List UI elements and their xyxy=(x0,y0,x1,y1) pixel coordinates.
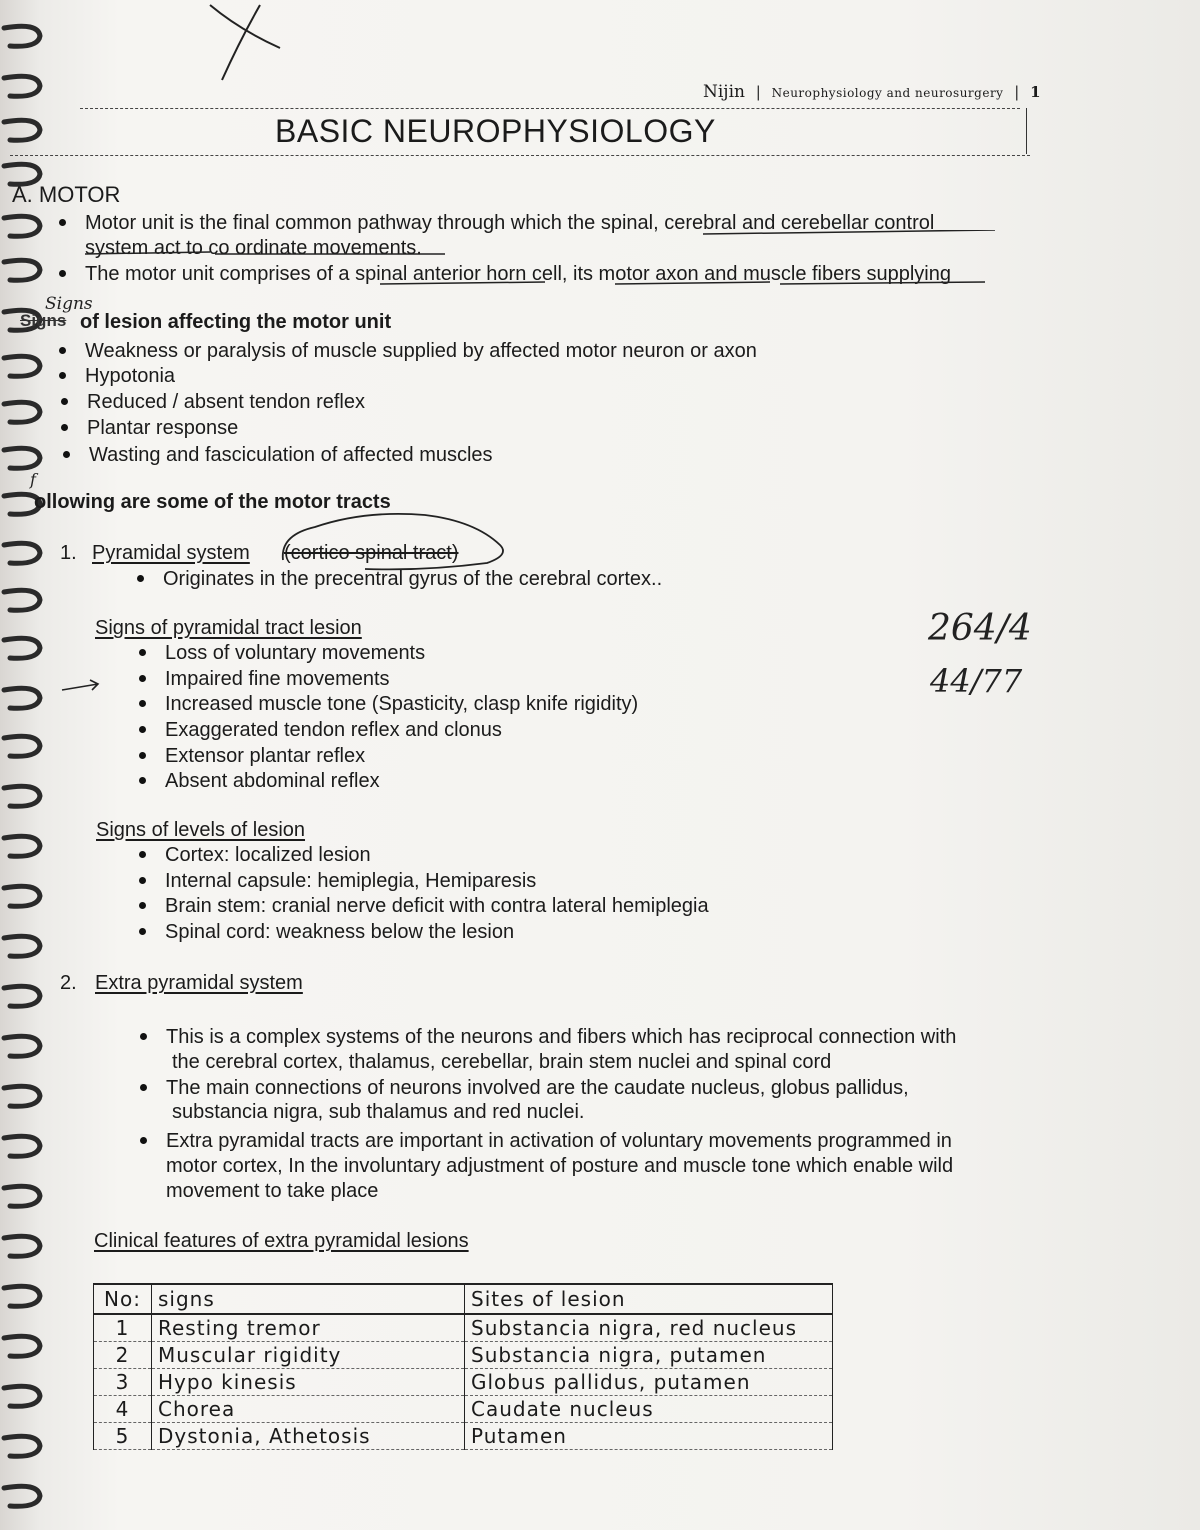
spiral-binding-icon xyxy=(0,0,60,1530)
lesion-item: Wasting and fasciculation of affected muscles xyxy=(89,444,493,466)
table-row xyxy=(94,1369,833,1396)
handwritten-number-2: 44/77 xyxy=(930,662,1023,700)
table-cell-sign: Chorea xyxy=(152,1396,465,1423)
table-cell-sign: Muscular rigidity xyxy=(152,1342,465,1369)
lesion-item: Reduced / absent tendon reflex xyxy=(87,391,365,413)
extra-bullet-1-cont: the cerebral cortex, thalamus, cerebellar, brain stem nuclei and spinal cord xyxy=(172,1051,832,1073)
extra-title: Extra pyramidal system xyxy=(95,972,303,994)
page-header: Nijin | Neurophysiology and neurosurgery | 1 xyxy=(703,82,1041,102)
table-cell-no: 3 xyxy=(94,1369,152,1396)
table-row xyxy=(94,1342,833,1369)
table-cell-site: Globus pallidus, putamen xyxy=(465,1369,833,1396)
pyramidal-title: Pyramidal system xyxy=(92,542,250,564)
tracts-heading: ollowing are some of the motor tracts xyxy=(34,491,391,513)
table-cell-sign: Resting tremor xyxy=(152,1314,465,1342)
pyramidal-sign-item: Loss of voluntary movements xyxy=(165,642,426,664)
levels-item: Brain stem: cranial nerve deficit with contra lateral hemiplegia xyxy=(165,895,709,917)
levels-heading: Signs of levels of lesion xyxy=(96,819,306,841)
table-header-row xyxy=(94,1284,833,1314)
handwritten-number-1: 264/4 xyxy=(928,608,1032,649)
table-row xyxy=(94,1396,833,1423)
table-cell-site: Substancia nigra, red nucleus xyxy=(465,1314,833,1342)
pyramidal-number: 1. xyxy=(60,542,77,564)
table-cell-site: Substancia nigra, putamen xyxy=(465,1342,833,1369)
handwritten-signs-note: Signs xyxy=(45,294,93,314)
pyramidal-sign-item: Absent abdominal reflex xyxy=(165,770,380,792)
motor-unit-bullet-1: Motor unit is the final common pathway through which the spinal, cerebral and cerebellar control xyxy=(85,212,935,234)
extra-bullet-1: This is a complex systems of the neurons and fibers which has reciprocal connection with xyxy=(166,1026,957,1048)
table-header-cell: signs xyxy=(152,1284,465,1314)
table-header-cell: Sites of lesion xyxy=(465,1284,833,1314)
pyramidal-sign-item: Exaggerated tendon reflex and clonus xyxy=(165,719,502,741)
pyramidal-sign-item: Impaired fine movements xyxy=(165,668,390,690)
table-cell-site: Putamen xyxy=(465,1423,833,1450)
lesion-item: Weakness or paralysis of muscle supplied by affected motor neuron or axon xyxy=(85,340,757,362)
extra-bullet-2: The main connections of neurons involved are the caudate nucleus, globus pallidus, xyxy=(166,1077,909,1099)
extra-bullet-3: Extra pyramidal tracts are important in activation of voluntary movements programmed in xyxy=(166,1130,952,1152)
motor-unit-bullet-1-cont: system act to co ordinate movements. xyxy=(85,237,422,259)
table-row xyxy=(94,1423,833,1450)
title-box-edge xyxy=(1026,108,1027,154)
table-cell-no: 2 xyxy=(94,1342,152,1369)
pyramidal-signs-heading: Signs of pyramidal tract lesion xyxy=(95,617,362,639)
header-subject: Neurophysiology and neurosurgery xyxy=(771,86,1004,100)
lesion-struck-word: Signs xyxy=(20,311,67,330)
header-divider-bottom xyxy=(10,155,1030,156)
pyramidal-subtitle: (cortico spinal tract) xyxy=(284,542,459,564)
pyramidal-sign-item: Extensor plantar reflex xyxy=(165,745,366,767)
handwritten-f-note: f xyxy=(30,470,36,489)
table-cell-sign: Dystonia, Athetosis xyxy=(152,1423,465,1450)
levels-item: Internal capsule: hemiplegia, Hemiparesis xyxy=(165,870,537,892)
levels-item: Spinal cord: weakness below the lesion xyxy=(165,921,515,943)
extra-number: 2. xyxy=(60,972,77,994)
handwritten-cross-icon xyxy=(200,0,290,85)
lesion-heading: of lesion affecting the motor unit xyxy=(80,311,392,333)
motor-unit-bullet-2: The motor unit comprises of a spinal anterior horn cell, its motor axon and muscle fibers supplying xyxy=(85,263,951,285)
table-row xyxy=(94,1314,833,1342)
clinical-heading: Clinical features of extra pyramidal lesions xyxy=(94,1230,469,1252)
page-title: BASIC NEUROPHYSIOLOGY xyxy=(275,113,716,149)
header-page-number: 1 xyxy=(1030,83,1041,101)
table-cell-no: 1 xyxy=(94,1314,152,1342)
extra-bullet-3-cont: movement to take place xyxy=(166,1180,379,1202)
table-header-cell: No: xyxy=(94,1284,152,1314)
extra-bullet-3-cont: motor cortex, In the involuntary adjustment of posture and muscle tone which enable wild xyxy=(166,1155,954,1177)
table-cell-no: 4 xyxy=(94,1396,152,1423)
pen-circle-annotation-icon xyxy=(275,505,525,575)
section-a-heading: A. MOTOR xyxy=(12,182,121,207)
table-cell-site: Caudate nucleus xyxy=(465,1396,833,1423)
header-author: Nijin xyxy=(703,82,745,102)
lesion-item: Plantar response xyxy=(87,417,239,439)
table-cell-sign: Hypo kinesis xyxy=(152,1369,465,1396)
pyramidal-sign-item: Increased muscle tone (Spasticity, clasp knife rigidity) xyxy=(165,693,639,715)
levels-item: Cortex: localized lesion xyxy=(165,844,371,866)
pyramidal-origin: Originates in the precentral gyrus of the cerebral cortex.. xyxy=(163,568,663,590)
clinical-features-table xyxy=(93,1283,833,1450)
lesion-item: Hypotonia xyxy=(85,365,176,387)
header-divider-top xyxy=(80,108,1020,109)
pen-underlines-icon xyxy=(80,230,1020,290)
table-cell-no: 5 xyxy=(94,1423,152,1450)
pen-arrow-icon xyxy=(60,678,105,694)
extra-bullet-2-cont: substancia nigra, sub thalamus and red nuclei. xyxy=(172,1101,585,1123)
